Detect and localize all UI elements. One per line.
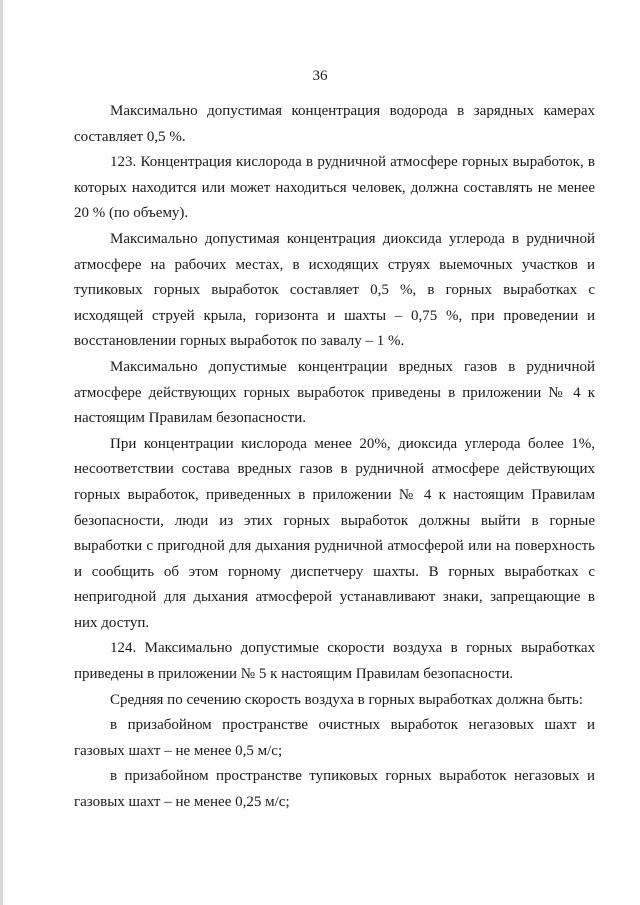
paragraph-evacuation: При концентрации кислорода менее 20%, диоксида углерода более 1%, несоответствии состава вредных газов в рудничной атмосфере действующих горных выработок, приведенных в приложении № 4 к настоящим Правилам безопасности, люди из этих горных выработок должны выйти в горные выработки с пригодной для дыхания рудничной атмосферой или на поверхность и сообщить об этом горному диспетчеру шахты. В горных выработках с непригодной для дыхания атмосферой устанавливают знаки, запрещающие в них доступ. (74, 435, 595, 631)
page-number: 36 (312, 68, 328, 84)
paragraph-harmful-gases: Максимально допустимые концентрации вредных газов в рудничной атмосфере действующих горных выработок приведены в приложении № 4 к настоящим Правилам безопасности. (74, 358, 595, 427)
paragraph-average-speed: Средняя по сечению скорость воздуха в горных выработках должна быть: (110, 691, 583, 708)
paragraph-stope-face: в призабойном пространстве очистных выработок негазовых шахт и газовых шахт – не менее 0,5 м/с; (74, 717, 595, 759)
paragraph-co2-limit: Максимально допустимая концентрация диоксида углерода в рудничной атмосфере на рабочих местах, в исходящих струях выемочных участков и тупиковых горных выработок составляет 0,5 %, в горных выработках с исходящей струей крыла, горизонта и шахты – 0,75 %, при проведении и восстановлении горных выработок по завалу – 1 %. (74, 230, 595, 350)
document-body (74, 99, 595, 816)
paragraph-124-air-speed: 124. Максимально допустимые скорости воздуха в горных выработках приведены в приложении № 5 к настоящим Правилам безопасности. (74, 640, 595, 683)
paragraph-hydrogen-limit: Максимально допустимая концентрация водорода в зарядных камерах составляет 0,5 %. (74, 103, 595, 145)
paragraph-dead-end: в призабойном пространстве тупиковых горных выработок негазовых и газовых шахт – не менее 0,25 м/с; (74, 768, 595, 811)
paragraph-123-oxygen: 123. Концентрация кислорода в рудничной атмосфере горных выработок, в которых находится или может находиться человек, должна составлять не менее 20 % (по объему). (74, 154, 595, 222)
scan-edge (0, 0, 3, 905)
